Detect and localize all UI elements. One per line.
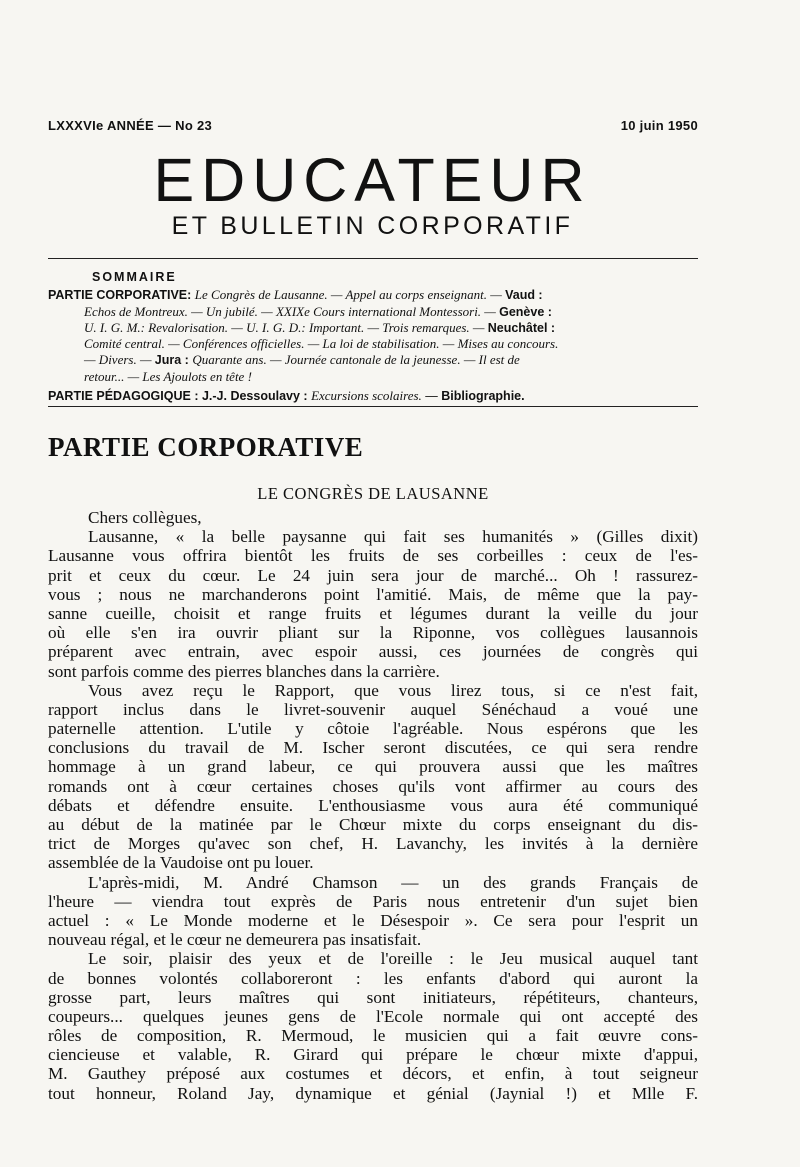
article-line: assemblée de la Vaudoise ont pu louer. — [48, 853, 314, 873]
article-line: actuel : « Le Monde moderne et le Désespoir ». Ce sera pour l'esprit un — [48, 910, 698, 930]
sommaire-heading: SOMMAIRE — [92, 270, 177, 284]
journal-title: EDUCATEUR — [153, 146, 592, 214]
issue-line — [48, 118, 698, 133]
article-line: hommage à un grand labeur, ce qui prouvera aussi que les maîtres — [48, 757, 698, 777]
article-line: vous ; nous ne marchanderons point l'amitié. Mais, de même que la pay- — [48, 584, 698, 604]
article-line: coupeurs... quelques jeunes gens de l'Ecole normale qui ont accepté des — [48, 1006, 698, 1026]
article-line: rapport inclus dans le livret-souvenir auquel Sénéchaud a voué une — [48, 699, 698, 719]
article-line: où elle s'en ira ouvrir pliant sur la Riponne, vos collègues lausannois — [48, 623, 698, 643]
article-line: L'après-midi, M. André Chamson — un des grands Français de — [88, 872, 698, 892]
article-body — [48, 508, 698, 1103]
sommaire-corporative: PARTIE CORPORATIVE: Le Congrès de Lausanne. — Appel au corps enseignant. — Vaud : Echos de Montreux. — Un jubilé. — XXIXe Cours international Montessori. — Genève : U. I. G. M.: Revalorisation. — U. I. G. D.: Important. — Trois remarques. — Neuchâtel : Comité central. — Conférences officielles. — La loi de stabilisation. — Mises au concours. — Divers. — Jura : Quarante ans. — Journée cantonale de la jeunesse. — Il est de retour... — Les Ajoulots en tête ! — [48, 287, 559, 384]
article-line: Lausanne vous offrira bientôt les fruits de ses corbeilles : ceux de l'es- — [48, 546, 698, 566]
sommaire — [48, 270, 698, 404]
bottom-rule — [48, 406, 698, 407]
article-line: Le soir, plaisir des yeux et de l'oreille : le Jeu musical auquel tant — [88, 949, 698, 969]
article-line: sont parfois comme des pierres blanches dans la carrière. — [48, 661, 440, 681]
article-line: prit et ceux du cœur. Le 24 juin sera jour de marché... Oh ! rassurez- — [48, 565, 698, 585]
corporative-label: PARTIE CORPORATIVE: — [48, 288, 192, 303]
article-line: débats et défendre ensuite. L'enthousiasme vous aura été communiqué — [48, 795, 698, 815]
article-line: l'heure — viendra tout exprès de Paris nous entretenir d'un sujet bien — [48, 891, 698, 911]
article-line: grosse part, leurs maîtres qui sont initiateurs, répétiteurs, chanteurs, — [48, 987, 698, 1007]
article-line: Lausanne, « la belle paysanne qui fait ses humanités » (Gilles dixit) — [88, 527, 698, 547]
article-line: conclusions du travail de M. Ischer seront discutées, ce qui sera rendre — [48, 738, 698, 758]
article-line: nouveau régal, et le cœur ne demeurera pas insatisfait. — [48, 930, 422, 950]
article-title: LE CONGRÈS DE LAUSANNE — [257, 484, 489, 503]
article-line: paternelle attention. L'utile y côtoie l'agréable. Nous espérons que les — [48, 719, 698, 739]
article-line: romands ont à cœur certaines choses qu'ils vont affirmer au cours des — [48, 776, 698, 796]
article-line: ciencieuse et valable, R. Girard qui prépare le chœur mixte d'appui, — [48, 1045, 698, 1065]
top-rule — [48, 258, 698, 259]
article-line: Vous avez reçu le Rapport, que vous lirez tous, si ce n'est fait, — [88, 680, 698, 700]
article-line: tout honneur, Roland Jay, dynamique et génial (Jaynial !) et Mlle F. — [48, 1083, 698, 1103]
pedagogique-label: PARTIE PÉDAGOGIQUE : — [48, 389, 199, 404]
sommaire-pedagogique: PARTIE PÉDAGOGIQUE : J.-J. Dessoulavy : Excursions scolaires. — Bibliographie. — [48, 388, 525, 404]
section-title: PARTIE CORPORATIVE — [48, 432, 364, 462]
article-line: préparent avec entrain, avec espoir aussi, ces journées de congrès qui — [48, 642, 698, 662]
article-line: trict de Morges qu'avec son chef, H. Lavanchy, les invités à la dernière — [48, 834, 698, 854]
article-line: au début de la matinée par le Chœur mixte du corps enseignant du dis- — [48, 815, 698, 834]
journal-subtitle: ET BULLETIN CORPORATIF — [171, 212, 574, 240]
article-line: rôles de composition, R. Mermoud, le musicien qui a fait œuvre cons- — [48, 1026, 698, 1046]
issue-number: LXXXVIe ANNÉE — No 23 — [48, 118, 213, 133]
article-line: de bonnes volontés collaboreront : les enfants d'abord qui auront la — [48, 968, 698, 988]
masthead — [140, 148, 605, 240]
article-line: Chers collègues, — [88, 508, 202, 527]
article-line: M. Gauthey préposé aux costumes et décors, et enfin, à tout seigneur — [48, 1064, 698, 1084]
issue-date: 10 juin 1950 — [620, 118, 698, 133]
article-line: sanne cueille, choisit et range fruits et légumes durant la veille du jour — [48, 603, 698, 623]
